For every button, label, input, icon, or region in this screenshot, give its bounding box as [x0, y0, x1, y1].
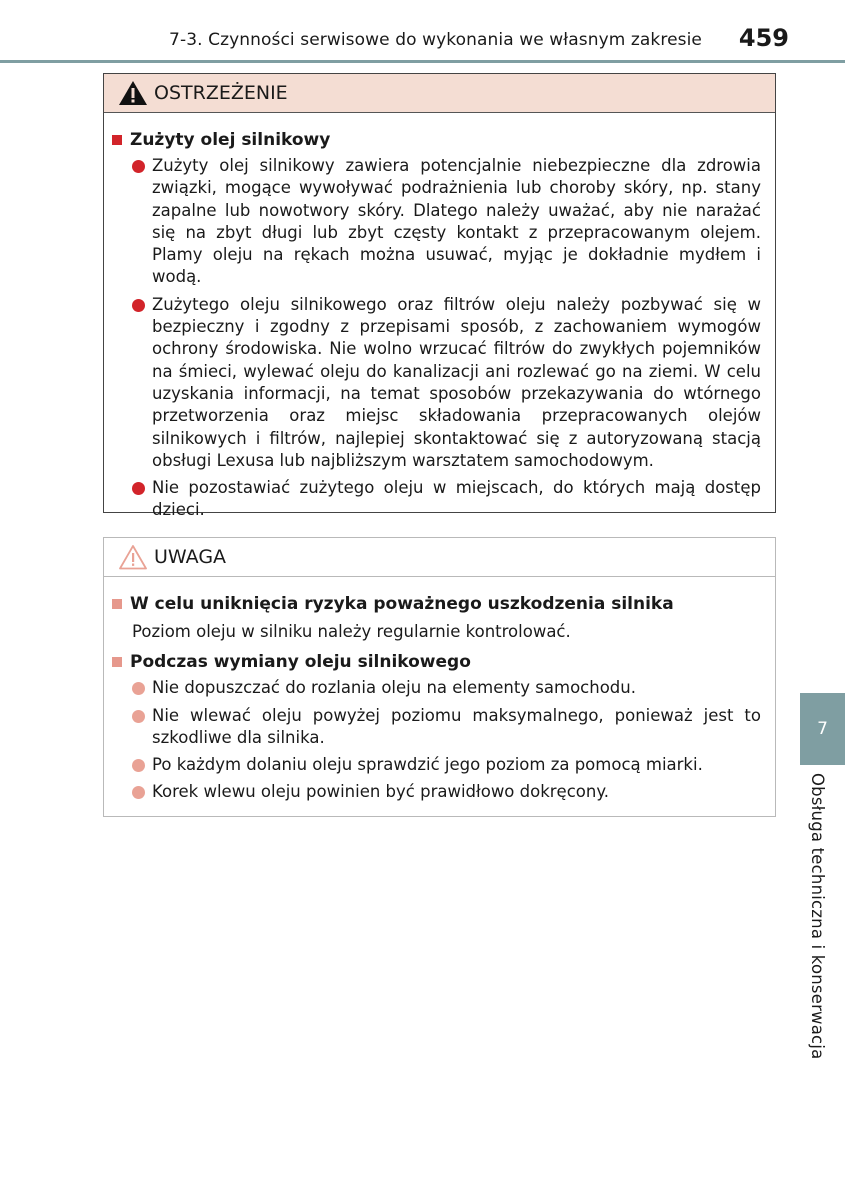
chapter-tab [800, 693, 845, 765]
notice-box-header [104, 538, 775, 577]
warning-section-title [112, 129, 761, 151]
list-item [132, 677, 761, 699]
bullet-dot-icon [132, 759, 145, 772]
chapter-title: 7-3. Czynności serwisowe do wykonania we własnym zakresie [169, 30, 702, 50]
section-square-icon [112, 135, 122, 145]
bullet-dot-icon [132, 682, 145, 695]
warning-triangle-filled-icon [118, 80, 148, 106]
section-title-text: Podczas wymiany oleju silnikowego [130, 652, 471, 673]
list-item-text: Nie dopuszczać do rozlania oleju na elementy samochodu. [152, 678, 636, 698]
warning-label: OSTRZEŻENIE [154, 82, 288, 104]
list-item [132, 754, 761, 776]
warning-bullet-list [112, 155, 761, 522]
notice-label: UWAGA [154, 546, 227, 568]
notice-section-title [112, 651, 761, 673]
list-item-text: Korek wlewu oleju powinien być prawidłowo dokręcony. [152, 782, 609, 802]
warning-triangle-outline-icon [118, 544, 148, 570]
section-title-text: Zużyty olej silnikowy [130, 130, 331, 150]
chapter-tab-number: 7 [817, 719, 828, 739]
list-item-text: Zużyty olej silnikowy zawiera potencjalnie niebezpieczne dla zdrowia związki, mogące wywoływać podrażnienia lub choroby skóry, np. stany zapalne lub nowotwory skóry. Dlatego należy uważać, aby nie narażać się na zbyt długi lub zbyt częsty kontakt z przepracowanym olejem. Plamy oleju na rękach można usuwać, myjąc je dokładnie mydłem i wodą. [152, 156, 761, 287]
list-item [132, 294, 761, 472]
notice-content [104, 577, 775, 804]
section-title-text: W celu uniknięcia ryzyka poważnego uszkodzenia silnika [130, 594, 674, 614]
bullet-dot-icon [132, 786, 145, 799]
warning-content [104, 113, 775, 522]
chapter-side-label: Obsługa techniczna i konserwacja [808, 773, 827, 1060]
page-number: 459 [738, 24, 789, 52]
list-item [132, 155, 761, 289]
section-square-icon [112, 657, 122, 667]
list-item [132, 477, 761, 522]
bullet-dot-icon [132, 482, 145, 495]
notice-section-text: Poziom oleju w silniku należy regularnie kontrolować. [132, 622, 571, 641]
notice-section-title [112, 593, 761, 615]
list-item-text: Po każdym dolaniu oleju sprawdzić jego poziom za pomocą miarki. [152, 755, 703, 775]
list-item-text: Zużytego oleju silnikowego oraz filtrów oleju należy pozbywać się w bezpieczny i zgodny z przepisami sposób, z zachowaniem wymogów ochrony środowiska. Nie wolno wrzucać filtrów do zwykłych pojemników na śmieci, wylewać oleju do kanalizacji ani rozlewać go na ziemi. W celu uzyskania informacji, na temat sposobów przekazywania do wtórnego przetworzenia oraz miejsc składowania przepracowanych olejów silnikowych i filtrów, najlepiej skontaktować się z autoryzowaną stacją obsługi Lexusa lub najbliższym warsztatem samochodowym. [152, 294, 761, 470]
bullet-dot-icon [132, 299, 145, 312]
list-item-text: Nie pozostawiać zużytego oleju w miejscach, do których mają dostęp dzieci. [152, 478, 761, 520]
bullet-dot-icon [132, 710, 145, 723]
list-item [132, 705, 761, 750]
page-header [0, 0, 845, 63]
notice-bullet-list [112, 677, 761, 803]
warning-box-header [104, 74, 775, 113]
bullet-dot-icon [132, 160, 145, 173]
section-square-icon [112, 599, 122, 609]
list-item-text: Nie wlewać oleju powyżej poziomu maksymalnego, ponieważ jest to szkodliwe dla silnika. [152, 705, 761, 747]
warning-box [103, 73, 776, 520]
list-item [132, 781, 761, 803]
notice-box [103, 537, 776, 817]
